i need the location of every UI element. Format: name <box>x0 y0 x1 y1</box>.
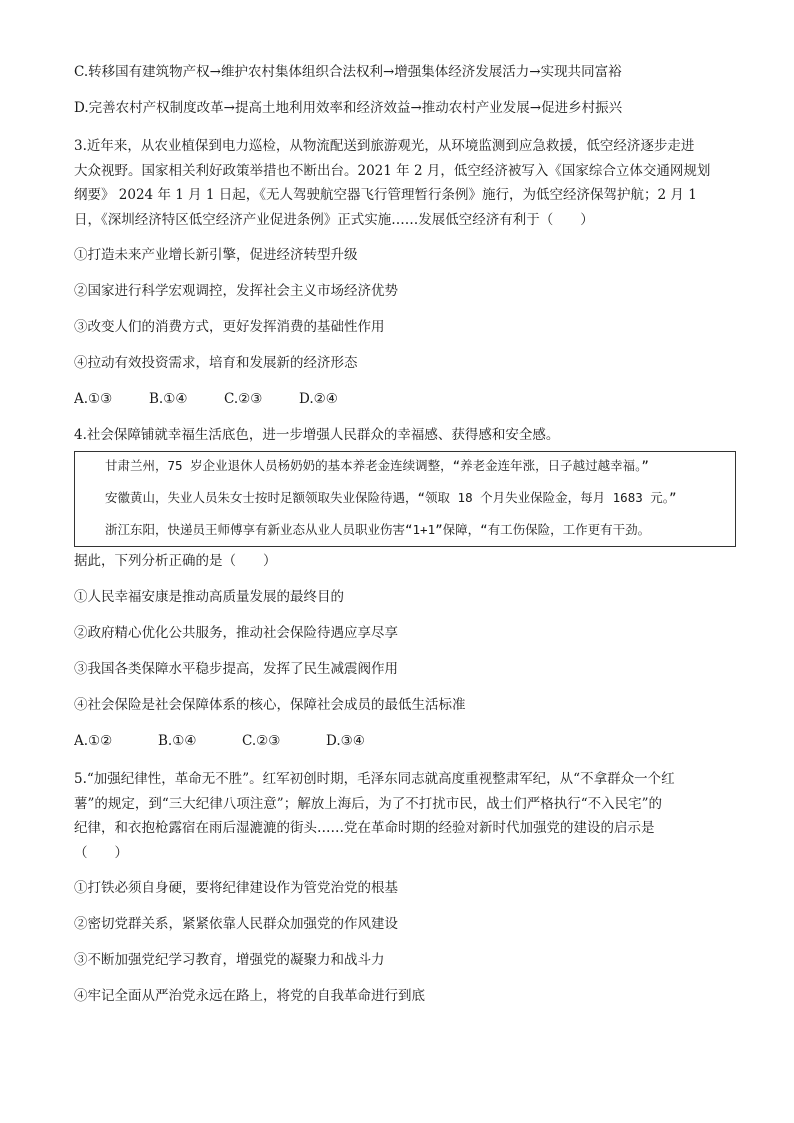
q4-choices <box>74 731 736 751</box>
q4-material-line: 甘肃兰州，75 岁企业退休人员杨奶奶的基本养老金连续调整，“养老金连年涨，日子越过越幸福。” <box>105 458 649 473</box>
q4-choice-b[interactable]: B.①④ <box>158 733 197 749</box>
q3-choice-c[interactable]: C.②③ <box>224 391 263 407</box>
q5-stem-line: 薯”的规定，到“三大纪律八项注意”；解放上海后，为了不打扰市民，战士们严格执行“不入民宅”的 <box>74 795 663 812</box>
q4-item-3: ③我国各类保障水平稳步提高，发挥了民生减震阀作用 <box>74 661 398 677</box>
q3-choice-a[interactable]: A.①③ <box>74 391 113 407</box>
q4-stem: 4.社会保障铺就幸福生活底色，进一步增强人民群众的幸福感、获得感和安全感。 <box>74 427 560 443</box>
exam-page <box>74 62 736 1022</box>
q2-option-c: C.转移国有建筑物产权→维护农村集体组织合法权利→增强集体经济发展活力→实现共同富裕 <box>74 64 622 80</box>
q4-material-line: 浙江东阳，快递员王师傅享有新业态从业人员职业伤害“1+1”保障，“有工伤保险，工作更有干劲。 <box>105 522 651 537</box>
q5-item-2: ②密切党群关系，紧紧依靠人民群众加强党的作风建设 <box>74 916 398 932</box>
question-5 <box>74 767 736 1006</box>
q5-item-4: ④牢记全面从严治党永远在路上，将党的自我革命进行到底 <box>74 988 425 1004</box>
q5-item-3: ③不断加强党纪学习教育，增强党的凝聚力和战斗力 <box>74 952 385 968</box>
q3-item-1: ①打造未来产业增长新引擎，促进经济转型升级 <box>74 247 358 263</box>
q5-item-1: ①打铁必须自身硬，要将纪律建设作为管党治党的根基 <box>74 880 398 896</box>
q3-item-4: ④拉动有效投资需求，培育和发展新的经济形态 <box>74 355 358 371</box>
q4-item-4: ④社会保险是社会保障体系的核心，保障社会成员的最低生活标准 <box>74 697 466 713</box>
q5-stem-line: （ ） <box>74 844 128 861</box>
q5-stem-line: 5.“加强纪律性，革命无不胜”。红军初创时期，毛泽东同志就高度重视整肃军纪，从“不拿群众一个红 <box>74 771 675 787</box>
q3-stem-line: 日，《深圳经济特区低空经济产业促进条例》正式实施……发展低空经济有利于（ ） <box>74 211 594 228</box>
q4-material-box <box>74 451 736 547</box>
q3-choice-b[interactable]: B.①④ <box>149 391 188 407</box>
q4-choice-c[interactable]: C.②③ <box>242 733 281 749</box>
q3-stem-line: 3.近年来，从农业植保到电力巡检，从物流配送到旅游观光，从环境监测到应急救援，低空经济逐步走进 <box>74 138 695 154</box>
q3-choice-d[interactable]: D.②④ <box>299 391 338 407</box>
q4-question: 据此，下列分析正确的是（ ） <box>74 553 277 569</box>
q4-choice-a[interactable]: A.①② <box>74 733 113 749</box>
question-3 <box>74 134 736 409</box>
question-4 <box>74 425 736 751</box>
q4-item-2: ②政府精心优化公共服务，推动社会保险待遇应享尽享 <box>74 625 398 641</box>
q4-item-1: ①人民幸福安康是推动高质量发展的最终目的 <box>74 589 344 605</box>
q3-stem-line: 大众视野。国家相关利好政策举措也不断出台。2021 年 2 月，低空经济被写入《国家综合立体交通网规划 <box>74 162 711 179</box>
q5-stem-line: 纪律，和衣抱枪露宿在雨后湿漉漉的街头……党在革命时期的经验对新时代加强党的建设的启示是 <box>74 820 655 836</box>
q3-stem-line: 纲要》 2024 年 1 月 1 日起，《无人驾驶航空器飞行管理暂行条例》施行，为低空经济保驾护航；2 月 1 <box>74 187 697 203</box>
q3-item-2: ②国家进行科学宏观调控，发挥社会主义市场经济优势 <box>74 283 398 299</box>
q2-option-d: D.完善农村产权制度改革→提高土地利用效率和经济效益→推动农村产业发展→促进乡村振兴 <box>74 100 623 116</box>
q4-choice-d[interactable]: D.③④ <box>326 733 365 749</box>
q3-choices <box>74 389 736 409</box>
q3-item-3: ③改变人们的消费方式，更好发挥消费的基础性作用 <box>74 319 385 335</box>
q4-material-line: 安徽黄山，失业人员朱女士按时足额领取失业保险待遇，“领取 18 个月失业保险金，每月 1683 元。” <box>105 490 677 505</box>
